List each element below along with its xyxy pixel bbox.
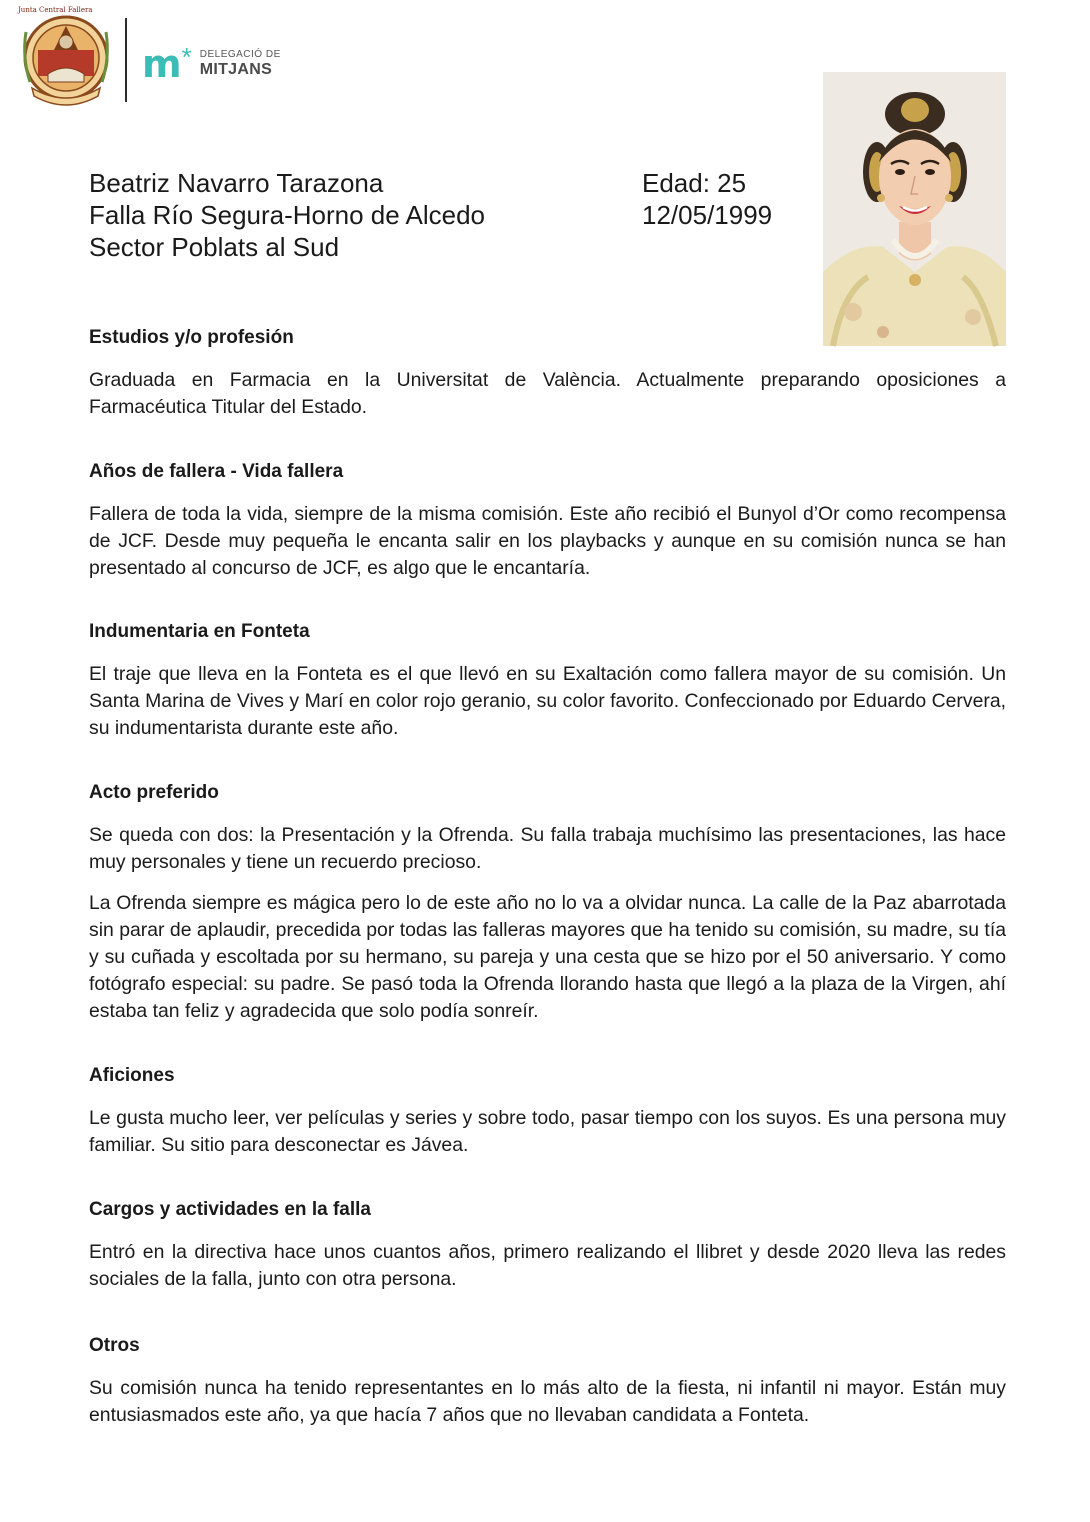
candidate-falla: Falla Río Segura-Horno de Alcedo — [89, 200, 486, 230]
section-title: Estudios y/o profesión — [89, 327, 294, 348]
candidate-portrait — [823, 72, 1006, 346]
candidate-name: Beatriz Navarro Tarazona — [89, 168, 384, 198]
seal-ribbon-text: Junta Central Fallera — [18, 6, 93, 14]
section-paragraph: Graduada en Farmacia en la Universitat de València. Actualmente preparando oposiciones a Farmacéutica Titular del Estado. — [89, 369, 1006, 418]
junta-central-fallera-seal-logo — [18, 6, 114, 104]
section-aficiones — [89, 1063, 1006, 1159]
section-cargos — [89, 1197, 1006, 1293]
logo-star-icon: * — [181, 42, 192, 72]
section-estudios — [89, 325, 1006, 421]
section-paragraph: La Ofrenda siempre es mágica pero lo de este año no lo va a olvidar nunca. La calle de la Paz abarrotada sin parar de aplaudir, precedida por todas las falleras mayores que ha tenido su comisión, su madre, su tía y su cuñada y escoltada por su hermano, su pareja y una cesta que se hizo por el 50 aniversario. Y como fotógrafo especial: su padre. Se pasó toda la Ofrenda llorando hasta que llegó a la plaza de la Virgen, ahí estaba tan feliz y agradecida que solo podía sonreír. — [89, 892, 1006, 1022]
logo-line2: MITJANS — [199, 61, 273, 78]
section-title: Aficiones — [89, 1065, 175, 1086]
logo-line1: DELEGACIÓ DE — [199, 49, 281, 60]
section-title: Otros — [89, 1335, 140, 1356]
candidate-identity — [89, 167, 485, 263]
section-title: Cargos y actividades en la falla — [89, 1199, 371, 1220]
profile-body — [89, 325, 1006, 1429]
section-title: Años de fallera - Vida fallera — [89, 461, 344, 482]
logo-divider — [125, 18, 127, 102]
section-paragraph: Se queda con dos: la Presentación y la Ofrenda. Su falla trabaja muchísimo las presentaciones, las hace muy personales y tiene un recuerdo precioso. — [89, 824, 1006, 873]
logo-words — [200, 49, 281, 79]
candidate-age-info — [642, 167, 772, 231]
section-indumentaria — [89, 619, 1006, 742]
delegacio-de-mitjans-logo — [142, 42, 281, 86]
section-paragraph: El traje que lleva en la Fonteta es el que llevó en su Exaltación como fallera mayor de su comisión. Un Santa Marina de Vives y Marí en color rojo geranio, su color favorito. Confeccionado por Eduardo Cervera, su indumentarista durante este año. — [89, 663, 1006, 739]
section-otros — [89, 1333, 1006, 1429]
candidate-age: Edad: 25 — [642, 168, 747, 198]
logo-mark: m — [142, 42, 181, 86]
candidate-sector: Sector Poblats al Sud — [89, 232, 340, 262]
section-acto-preferido — [89, 780, 1006, 1025]
section-paragraph: Le gusta mucho leer, ver películas y series y sobre todo, pasar tiempo con los suyos. Es una persona muy familiar. Su sitio para desconectar es Jávea. — [89, 1107, 1006, 1156]
section-paragraph: Entró en la directiva hace unos cuantos años, primero realizando el llibret y desde 2020 lleva las redes sociales de la falla, junto con otra persona. — [89, 1241, 1006, 1290]
section-vida-fallera — [89, 459, 1006, 582]
section-title: Acto preferido — [89, 782, 219, 803]
candidate-birthdate: 12/05/1999 — [642, 200, 773, 230]
section-paragraph: Su comisión nunca ha tenido representantes en lo más alto de la fiesta, ni infantil ni mayor. Están muy entusiasmados este año, ya que hacía 7 años que no llevaban candidata a Fonteta. — [89, 1377, 1006, 1426]
section-paragraph: Fallera de toda la vida, siempre de la misma comisión. Este año recibió el Bunyol d’Or como recompensa de JCF. Desde muy pequeña le encanta salir en los playbacks y aunque en su comisión nunca se han presentado al concurso de JCF, es algo que le encantaría. — [89, 503, 1006, 579]
section-title: Indumentaria en Fonteta — [89, 621, 310, 642]
